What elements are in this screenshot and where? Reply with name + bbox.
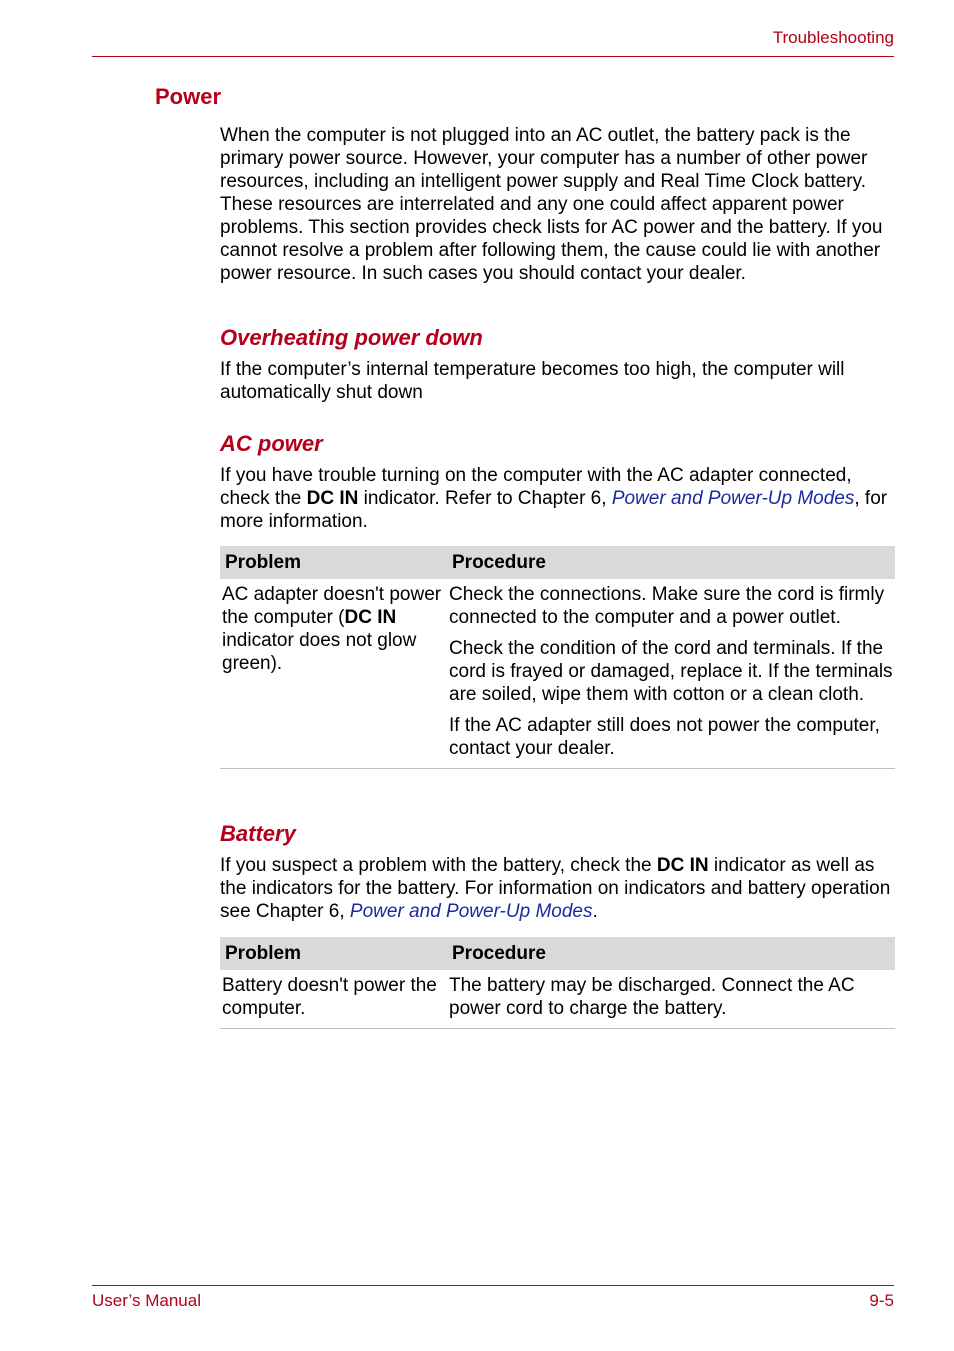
footer-rule: [92, 1285, 894, 1286]
running-header: Troubleshooting: [772, 28, 894, 47]
column-header-procedure: Procedure: [447, 546, 895, 579]
battery-paragraph: If you suspect a problem with the battery, check the DC IN indicator as well as the indicators for the battery. For information on indicators and battery operation see Chapter 6, Power and Power-Up Modes.: [220, 855, 891, 922]
power-intro: [220, 124, 895, 285]
battery-section: [220, 821, 895, 923]
battery-heading: Battery: [220, 821, 296, 846]
table-row: [220, 970, 895, 1029]
battery-table: [220, 937, 895, 1029]
procedure-step: If the AC adapter still does not power the computer, contact your dealer.: [449, 715, 880, 759]
overheating-paragraph: If the computer’s internal temperature becomes too high, the computer will automatically shut down: [220, 359, 845, 403]
problem-cell: Battery doesn't power the computer.: [220, 970, 447, 1029]
ac-power-section: [220, 431, 895, 533]
overheating-section: [220, 325, 895, 404]
table-row: [220, 579, 895, 769]
page-number: 9-5: [869, 1291, 894, 1310]
column-header-problem: Problem: [220, 937, 447, 970]
chapter-link[interactable]: Power and Power-Up Modes: [611, 488, 855, 509]
column-header-procedure: Procedure: [447, 937, 895, 970]
overheating-heading: Overheating power down: [220, 325, 483, 350]
header-rule: [92, 56, 894, 57]
section-title: Power: [155, 84, 222, 109]
table-header-row: [220, 546, 895, 579]
dc-in-keyword: DC IN: [656, 855, 709, 876]
ac-power-table-wrap: [220, 546, 895, 769]
procedure-cell: [447, 579, 895, 769]
procedure-step: Check the condition of the cord and terminals. If the cord is frayed or damaged, replace it. If the terminals are soiled, wipe them with cotton or a clean cloth.: [449, 638, 893, 705]
ac-power-paragraph: If you have trouble turning on the computer with the AC adapter connected, check the DC IN indicator. Refer to Chapter 6, Power and Power-Up Modes, for more information.: [220, 465, 888, 532]
ac-power-table: [220, 546, 895, 769]
procedure-cell: The battery may be discharged. Connect the AC power cord to charge the battery.: [447, 970, 895, 1029]
intro-paragraph: When the computer is not plugged into an AC outlet, the battery pack is the primary power source. However, your computer has a number of other power resources, including an intelligent power supply and Real Time Clock battery. These resources are interrelated and any one could affect apparent power problems. This section provides check lists for AC power and the battery. If you cannot resolve a problem after following them, the cause could lie with another power resource. In such cases you should contact your dealer.: [220, 125, 883, 284]
column-header-problem: Problem: [220, 546, 447, 579]
ac-power-heading: AC power: [220, 431, 323, 456]
chapter-link[interactable]: Power and Power-Up Modes: [349, 901, 593, 922]
battery-table-wrap: [220, 937, 895, 1029]
dc-in-keyword: DC IN: [306, 488, 359, 509]
problem-cell: AC adapter doesn't power the computer (DC IN indicator does not glow green).: [220, 579, 447, 769]
dc-in-keyword: DC IN: [344, 607, 397, 628]
table-header-row: [220, 937, 895, 970]
footer-manual-title: User’s Manual: [92, 1291, 201, 1310]
procedure-step: Check the connections. Make sure the cord is firmly connected to the computer and a power outlet.: [449, 584, 885, 628]
